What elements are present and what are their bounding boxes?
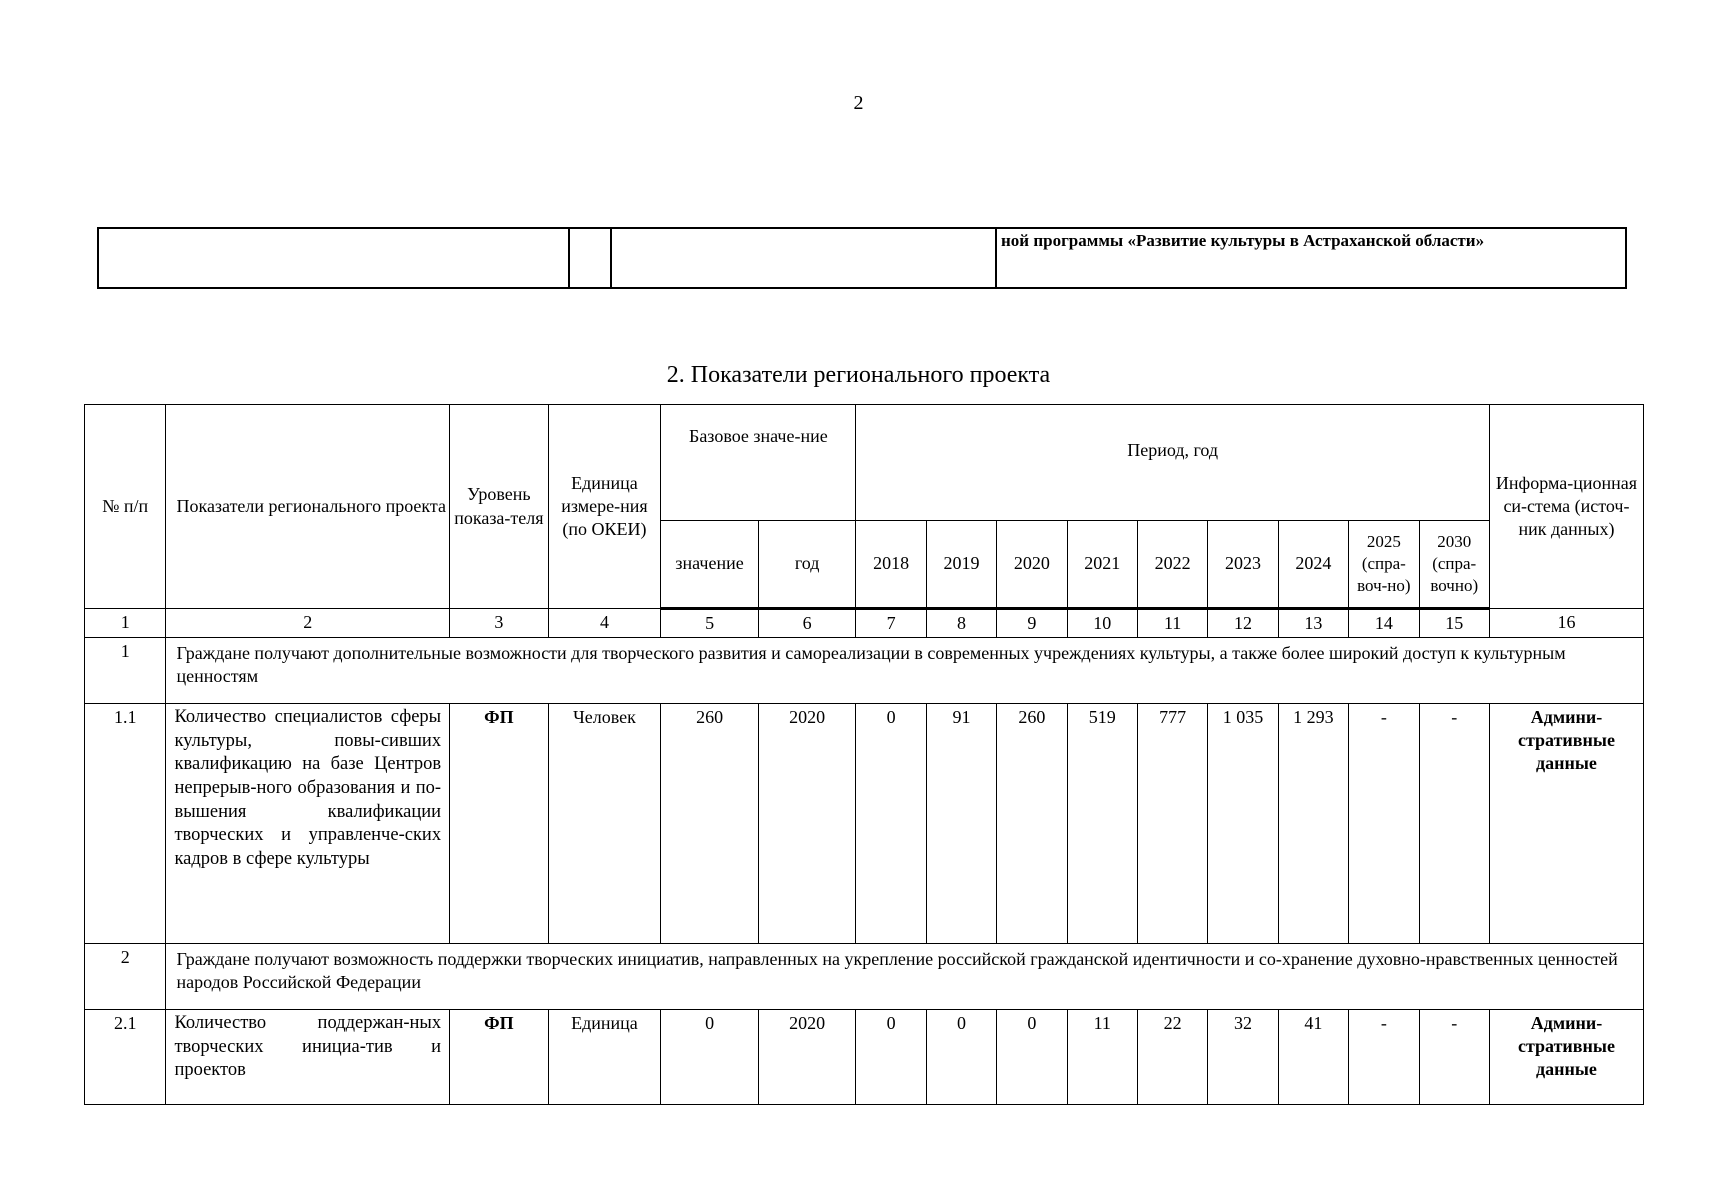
indicator-level: ФП	[450, 704, 549, 944]
indicator-value: 32	[1208, 1010, 1278, 1105]
header-year: 2018	[856, 521, 926, 609]
header-base-year: год	[758, 521, 856, 609]
column-number: 10	[1067, 609, 1137, 638]
indicator-value: 0	[997, 1010, 1067, 1105]
header-year: 2025 (спра-воч-но)	[1349, 521, 1419, 609]
goal-row	[85, 638, 1644, 704]
indicator-name: Количество поддержан-ных творческих инициа-тив и проектов	[166, 1010, 450, 1105]
indicator-value: 0	[856, 1010, 926, 1105]
header-indicator: Показатели регионального проекта	[166, 405, 450, 609]
indicator-value: -	[1419, 704, 1489, 944]
indicator-base-value: 260	[661, 704, 759, 944]
header-period-group: Период, год	[856, 405, 1490, 521]
column-number: 9	[997, 609, 1067, 638]
page-number: 2	[853, 92, 864, 114]
indicator-value: 777	[1137, 704, 1207, 944]
column-number: 6	[758, 609, 856, 638]
goal-num: 2	[85, 944, 166, 1010]
indicator-value: 11	[1067, 1010, 1137, 1105]
column-number: 2	[166, 609, 450, 638]
header-level: Уровень показа-теля	[450, 405, 549, 609]
indicator-level: ФП	[450, 1010, 549, 1105]
column-number: 4	[548, 609, 661, 638]
indicator-value: 1 035	[1208, 704, 1278, 944]
goal-num: 1	[85, 638, 166, 704]
indicator-value: -	[1349, 704, 1419, 944]
indicator-num: 1.1	[85, 704, 166, 944]
header-year: 2022	[1137, 521, 1207, 609]
indicator-base-value: 0	[661, 1010, 759, 1105]
fragment-cell-3	[611, 228, 996, 288]
header-year: 2021	[1067, 521, 1137, 609]
column-number: 11	[1137, 609, 1207, 638]
column-number: 16	[1489, 609, 1643, 638]
indicator-row	[85, 1010, 1644, 1105]
column-number: 13	[1278, 609, 1348, 638]
indicator-name: Количество специалистов сферы культуры, повы-сивших квалификацию на базе Центров непрерыв-ного образования и по-вышения квалификации творческих и управленче-ских кадров в сфере культуры	[166, 704, 450, 944]
header-base-value: значение	[661, 521, 759, 609]
column-number: 3	[450, 609, 549, 638]
indicator-base-year: 2020	[758, 704, 856, 944]
indicator-value: 1 293	[1278, 704, 1348, 944]
column-number: 7	[856, 609, 926, 638]
indicator-value: 0	[926, 1010, 996, 1105]
indicator-row	[85, 704, 1644, 944]
column-number: 12	[1208, 609, 1278, 638]
indicator-unit: Единица	[548, 1010, 661, 1105]
indicator-value: 519	[1067, 704, 1137, 944]
goal-text: Граждане получают возможность поддержки творческих инициатив, направленных на укрепление российской гражданской идентичности и со-хранение духовно-нравственных ценностей народов Российской Федерации	[166, 944, 1644, 1010]
header-year: 2019	[926, 521, 996, 609]
header-year: 2030 (спра-вочно)	[1419, 521, 1489, 609]
header-year: 2023	[1208, 521, 1278, 609]
header-info-source: Информа-ционная си-стема (источ-ник данных)	[1489, 405, 1643, 609]
section-title: 2. Показатели регионального проекта	[666, 362, 1051, 388]
indicator-value: 0	[856, 704, 926, 944]
column-number: 1	[85, 609, 166, 638]
indicator-value: 22	[1137, 1010, 1207, 1105]
fragment-cell-2	[569, 228, 611, 288]
header-year: 2020	[997, 521, 1067, 609]
goal-text: Граждане получают дополнительные возможности для творческого развития и самореализации в современных учреждениях культуры, а также более широкий доступ к культурным ценностям	[166, 638, 1644, 704]
indicator-source: Админи-стративные данные	[1489, 704, 1643, 944]
indicator-value: -	[1349, 1010, 1419, 1105]
column-numbers-row	[85, 609, 1644, 638]
fragment-cell-1	[98, 228, 569, 288]
indicator-num: 2.1	[85, 1010, 166, 1105]
indicator-value: 91	[926, 704, 996, 944]
indicator-source: Админи-стративные данные	[1489, 1010, 1643, 1105]
header-base-group: Базовое значе-ние	[661, 405, 856, 521]
column-number: 8	[926, 609, 996, 638]
header-unit: Единица измере-ния (по ОКЕИ)	[548, 405, 661, 609]
indicator-value: 41	[1278, 1010, 1348, 1105]
continued-table-fragment	[97, 227, 1627, 289]
indicator-value: -	[1419, 1010, 1489, 1105]
fragment-program-text: ной программы «Развитие культуры в Астраханской области»	[996, 228, 1626, 288]
header-num: № п/п	[85, 405, 166, 609]
column-number: 14	[1349, 609, 1419, 638]
column-number: 15	[1419, 609, 1489, 638]
header-year: 2024	[1278, 521, 1348, 609]
column-number: 5	[661, 609, 759, 638]
indicator-value: 260	[997, 704, 1067, 944]
indicator-base-year: 2020	[758, 1010, 856, 1105]
goal-row	[85, 944, 1644, 1010]
indicators-table	[84, 404, 1644, 1105]
indicator-unit: Человек	[548, 704, 661, 944]
header-row-1	[85, 405, 1644, 521]
